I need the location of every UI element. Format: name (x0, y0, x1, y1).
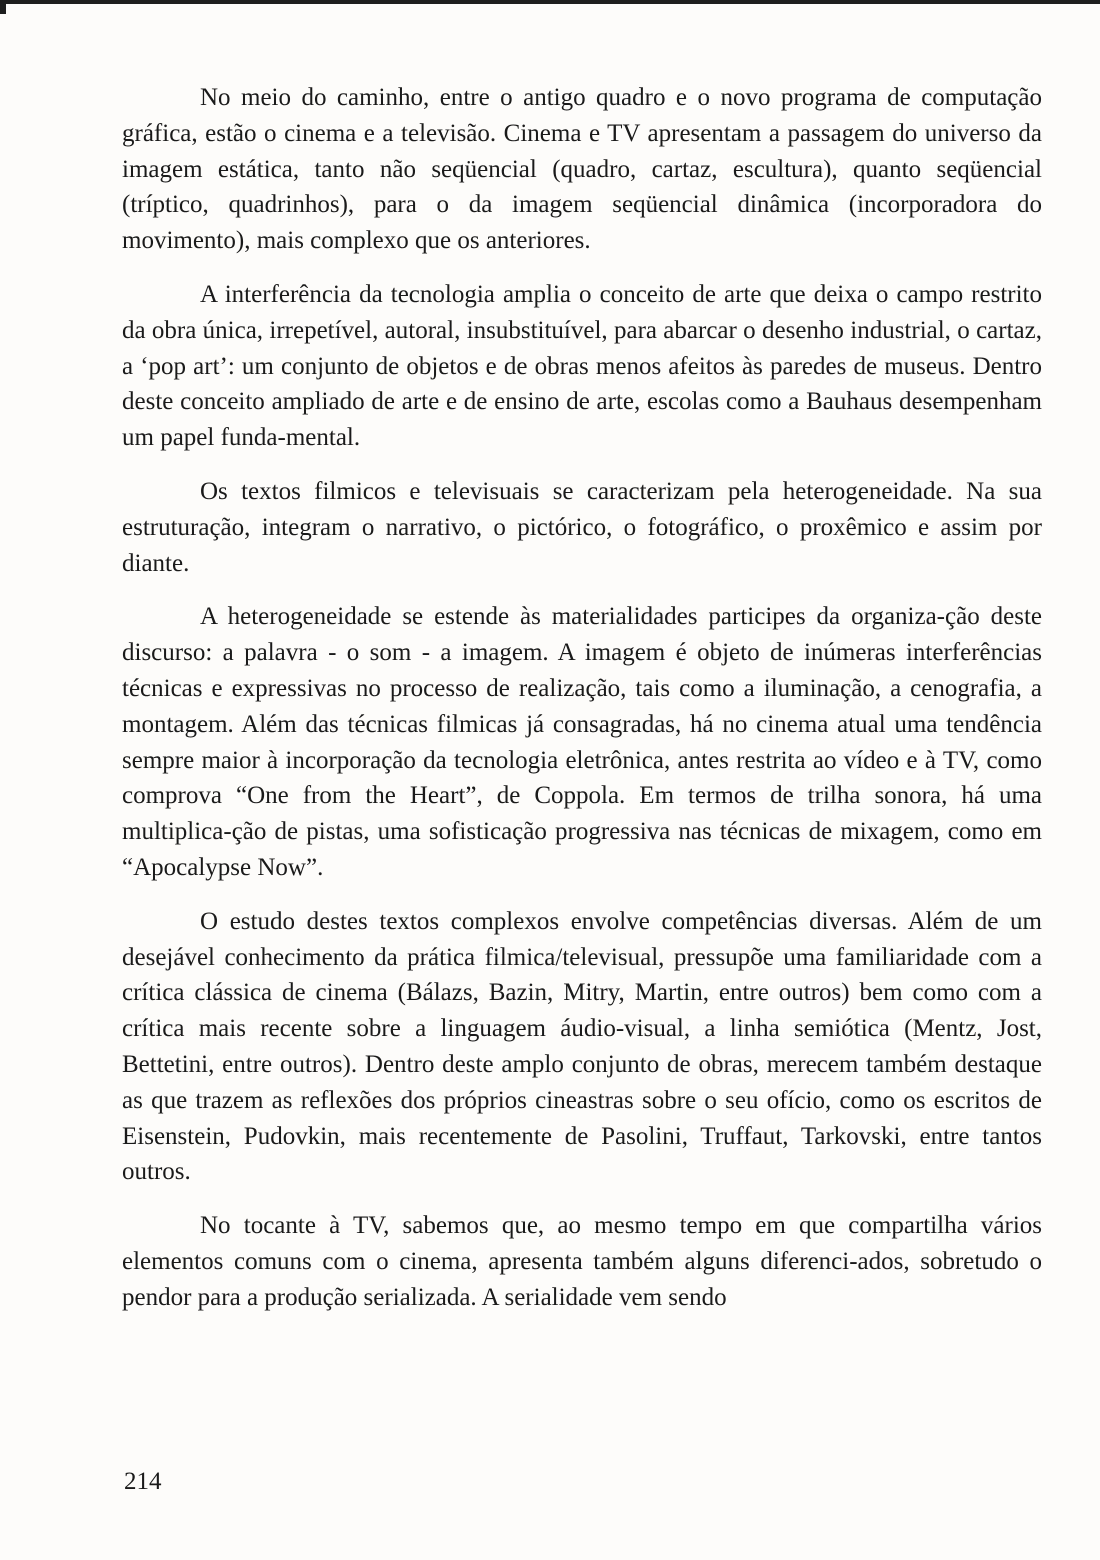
scan-top-edge (0, 0, 1100, 4)
paragraph-6: No tocante à TV, sabemos que, ao mesmo tempo em que compartilha vários elementos comuns com o cinema, apresenta também alguns diferenci-ados, sobretudo o pendor para a produção serializada. A serialidade vem sendo (122, 1212, 1042, 1311)
paragraph-5: O estudo destes textos complexos envolve competências diversas. Além de um desejável conhecimento da prática filmica/televisual, pressupõe uma familiaridade com a crítica clássica de cinema (Bálazs, Bazin, Mitry, Martin, entre outros) bem como com a crítica mais recente sobre a linguagem áudio-visual, a linha semiótica (Mentz, Jost, Bettetini, entre outros). Dentro deste amplo conjunto de obras, merecem também destaque as que trazem as reflexões dos próprios cineastras sobre o seu ofício, como os escritos de Eisenstein, Pudovkin, mais recentemente de Pasolini, Truffaut, Tarkovski, entre tantos outros. (122, 907, 1042, 1186)
page-number: 214 (124, 1468, 162, 1495)
paragraph-2: A interferência da tecnologia amplia o conceito de arte que deixa o campo restrito da obra única, irrepetível, autoral, insubstituível, para abarcar o desenho industrial, o cartaz, a ‘pop art’: um conjunto de objetos e de obras menos afeitos às paredes de museus. Dentro deste conceito ampliado de arte e de ensino de arte, escolas como a Bauhaus desempenham um papel funda-mental. (122, 280, 1042, 452)
paragraph-3: Os textos filmicos e televisuais se caracterizam pela heterogeneidade. Na sua estruturação, integram o narrativo, o pictórico, o fotográfico, o proxêmico e assim por diante. (122, 477, 1042, 577)
paragraph-4: A heterogeneidade se estende às materialidades participes da organiza-ção deste discurso: a palavra - o som - a imagem. A imagem é objeto de inúmeras interferências técnicas e expressivas no processo de realização, tais como a iluminação, a cenografia, a montagem. Além das técnicas filmicas já consagradas, há no cinema atual uma tendência sempre maior à incorporação da tecnologia eletrônica, antes restrita ao vídeo e à TV, como comprova “One from the Heart”, de Coppola. Em termos de trilha sonora, há uma multiplica-ção de pistas, uma sofisticação progressiva nas técnicas de mixagem, como em “Apocalypse Now”. (122, 603, 1042, 881)
paragraph-1: No meio do caminho, entre o antigo quadro e o novo programa de computação gráfica, estão o cinema e a televisão. Cinema e TV apresentam a passagem do universo da imagem estática, tanto não seqüencial (quadro, cartaz, escultura), quanto seqüencial (tríptico, quadrinhos), para o da imagem seqüencial dinâmica (incorporadora do movimento), mais complexo que os anteriores. (122, 84, 1042, 255)
scan-corner-mark (0, 0, 6, 14)
body-text (122, 80, 1042, 1334)
